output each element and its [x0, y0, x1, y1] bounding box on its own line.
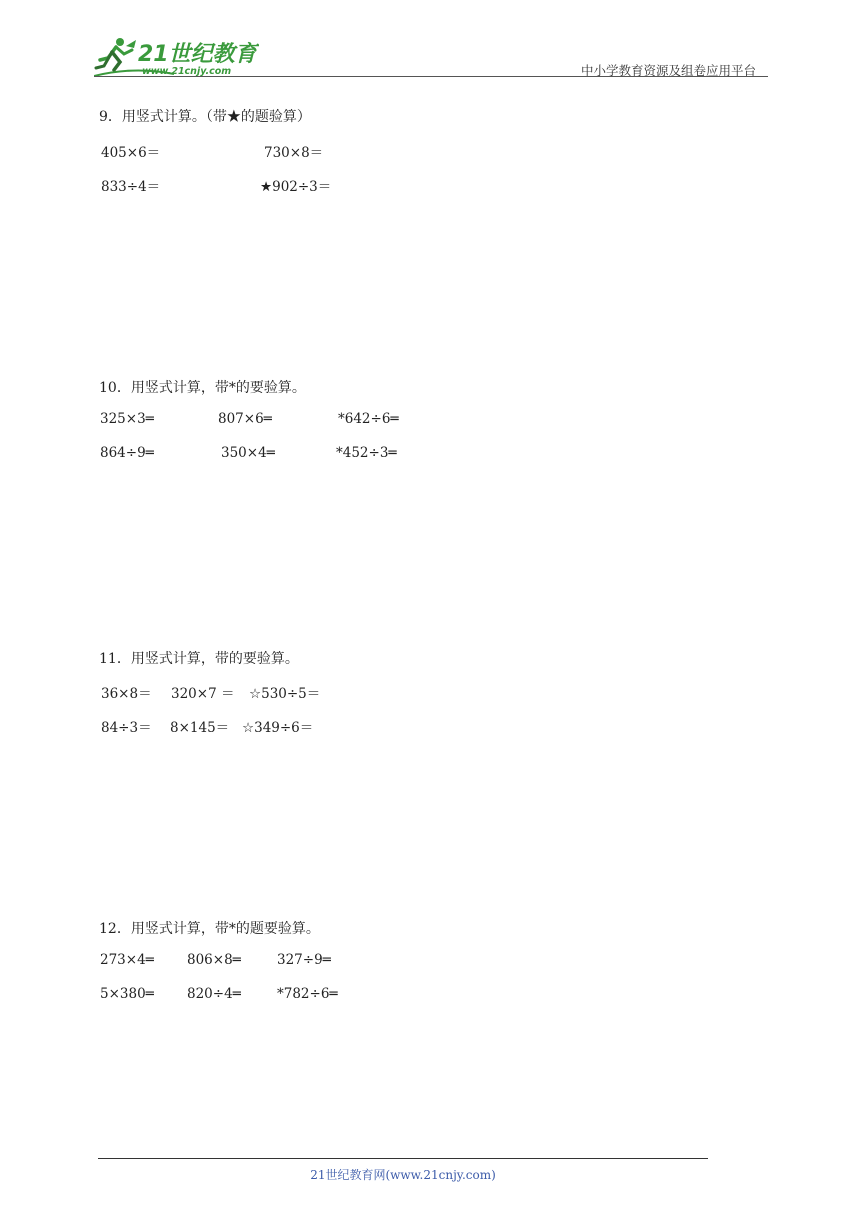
q11-expr-5: 8×145＝	[170, 720, 230, 736]
question-12-title: 12．用竖式计算，带*的题要验算。	[99, 921, 320, 937]
q12-expr-4: 5×380═	[100, 986, 154, 1002]
question-11-title: 11．用竖式计算，带的要验算。	[99, 651, 299, 667]
footer-divider	[98, 1158, 708, 1159]
platform-name: 中小学教育资源及组卷应用平台	[580, 63, 756, 78]
q12-expr-2: 806×8═	[187, 952, 241, 968]
svg-text:www.21cnjy.com: www.21cnjy.com	[142, 66, 232, 77]
q12-expr-6: *782÷6═	[277, 986, 338, 1002]
q11-expr-4: 84÷3＝	[101, 720, 152, 736]
header-divider	[94, 76, 768, 77]
q10-expr-2: 807×6═	[218, 411, 272, 427]
question-9-title: 9．用竖式计算。（带★的题验算）	[99, 109, 311, 125]
q12-expr-1: 273×4═	[100, 952, 154, 968]
runner-logo-icon	[94, 36, 259, 78]
q10-expr-5: 350×4═	[221, 445, 275, 461]
q9-expr-3: 833÷4＝	[101, 179, 161, 195]
q11-expr-6: ☆349÷6＝	[242, 720, 314, 736]
q11-expr-2: 320×7 ＝	[171, 686, 235, 702]
q11-expr-1: 36×8＝	[101, 686, 152, 702]
question-10-title: 10．用竖式计算，带*的要验算。	[99, 380, 306, 396]
q10-expr-4: 864÷9═	[100, 445, 154, 461]
site-logo	[94, 36, 259, 78]
q9-expr-4: ★902÷3＝	[260, 179, 332, 195]
footer-link[interactable]: 21世纪教育网(www.21cnjy.com)	[310, 1168, 496, 1182]
q10-expr-1: 325×3═	[100, 411, 154, 427]
q12-expr-3: 327÷9═	[277, 952, 331, 968]
q9-expr-2: 730×8＝	[264, 145, 324, 161]
q9-expr-1: 405×6＝	[101, 145, 161, 161]
q10-expr-3: *642÷6═	[338, 411, 399, 427]
svg-text:21世纪教育: 21世纪教育	[138, 42, 257, 67]
q10-expr-6: *452÷3═	[336, 445, 397, 461]
q12-expr-5: 820÷4═	[187, 986, 241, 1002]
q11-expr-3: ☆530÷5＝	[249, 686, 321, 702]
